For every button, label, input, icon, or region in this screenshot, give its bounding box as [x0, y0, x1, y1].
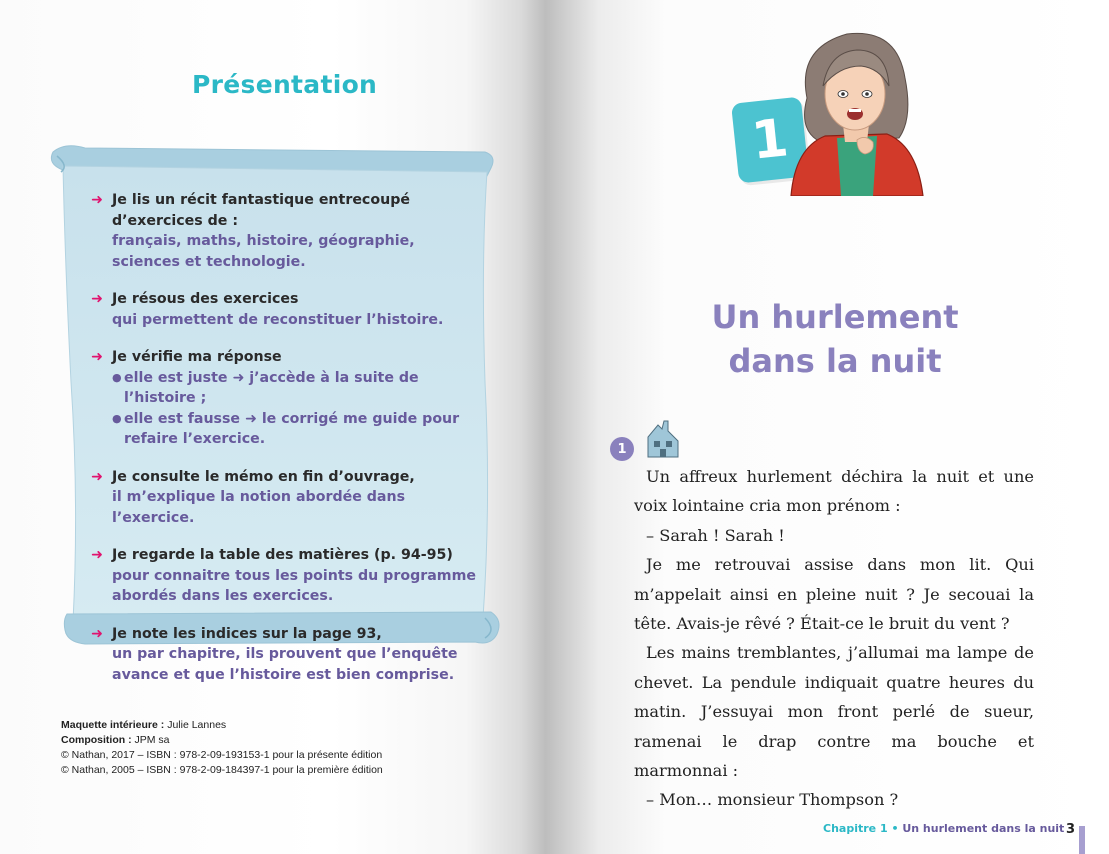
list-item: ➜ Je regarde la table des matières (p. 94-95) pour connaitre tous les points du programme abordés dans les exercices.: [91, 547, 476, 604]
chapter-title: Un hurlement dans la nuit: [711, 298, 959, 380]
story-paragraph: – Mon… monsieur Thompson ?: [646, 790, 899, 810]
arrow-right-icon: ➜: [91, 547, 103, 563]
left-page: [0, 0, 540, 854]
running-footer: Chapitre 1 • Un hurlement dans la nuit: [823, 822, 1065, 835]
arrow-right-icon: ➜: [91, 625, 103, 642]
bullet-icon: ●: [112, 370, 122, 384]
paragraph-number-badge: 1: [610, 437, 634, 461]
publication-credits: [61, 718, 383, 778]
story-paragraph: Un affreux hurlement déchira la nuit et une voix lointaine cria mon prénom :: [634, 467, 1034, 516]
story-paragraph: – Sarah ! Sarah !: [646, 525, 785, 545]
arrow-right-icon: ➜: [91, 192, 103, 208]
bullet-item: ● elle est fausse ➜ le corrigé me guide pour refaire l’exercice.: [112, 410, 460, 447]
bullet-list: [112, 368, 481, 450]
list-item: ➜ Je consulte le mémo en fin d’ouvrage, il m’explique la notion abordée dans l’exercice.: [91, 468, 415, 526]
credit-isbn-first: © Nathan, 2005 – ISBN : 978-2-09-184397-1 pour la première édition: [61, 764, 383, 776]
credit-isbn-current: © Nathan, 2017 – ISBN : 978-2-09-193153-1 pour la présente édition: [61, 749, 383, 761]
list-item: ➜ Je note les indices sur la page 93, un par chapitre, ils prouvent que l’enquête avance et que l’histoire est bien comprise.: [91, 625, 458, 683]
bullet-icon: ●: [112, 411, 122, 425]
presentation-scroll-panel: [45, 142, 503, 683]
list-item: ➜ Je vérifie ma réponse ● elle est juste ➜ j’accède à la suite de l’histoire ; ● elle est fausse ➜ le corrigé me guide pour refaire l’exercice.: [91, 347, 481, 450]
arrow-right-icon: ➜: [91, 349, 103, 365]
presentation-list: [91, 190, 481, 702]
presentation-title: Présentation: [192, 70, 378, 99]
girl-illustration-icon: [787, 28, 927, 196]
arrow-right-icon: ➜: [91, 291, 103, 307]
page-number: 3: [1066, 822, 1076, 837]
list-item: ➜ Je lis un récit fantastique entrecoupé d’exercices de : français, maths, histoire, géographie, sciences et technologie.: [91, 192, 415, 270]
story-text: [634, 462, 1034, 815]
story-paragraph: Les mains tremblantes, j’allumai ma lampe de chevet. La pendule indiquait quatre heures du matin. J’essuyai mon front perlé de sueur, ramenai le drap contre ma bouche et marmonnai :: [634, 643, 1034, 781]
credit-maquette: Maquette intérieure : Julie Lannes: [61, 719, 227, 731]
story-paragraph: Je me retrouvai assise dans mon lit. Qui m’appelait ainsi en pleine nuit ? Je secouai la tête. Avais-je rêvé ? Était-ce le bruit du vent ?: [634, 555, 1034, 634]
list-item: ➜ Je résous des exercices qui permettent de reconstituer l’histoire.: [91, 291, 444, 328]
haunted-house-icon: [644, 419, 682, 459]
chapter-number-badge: 1: [731, 97, 809, 184]
page-edge-tab: [1079, 826, 1085, 854]
arrow-right-icon: ➜: [91, 468, 103, 485]
credit-composition: Composition : JPM sa: [61, 734, 170, 746]
bullet-item: ● elle est juste ➜ j’accède à la suite de l’histoire ;: [112, 369, 419, 406]
